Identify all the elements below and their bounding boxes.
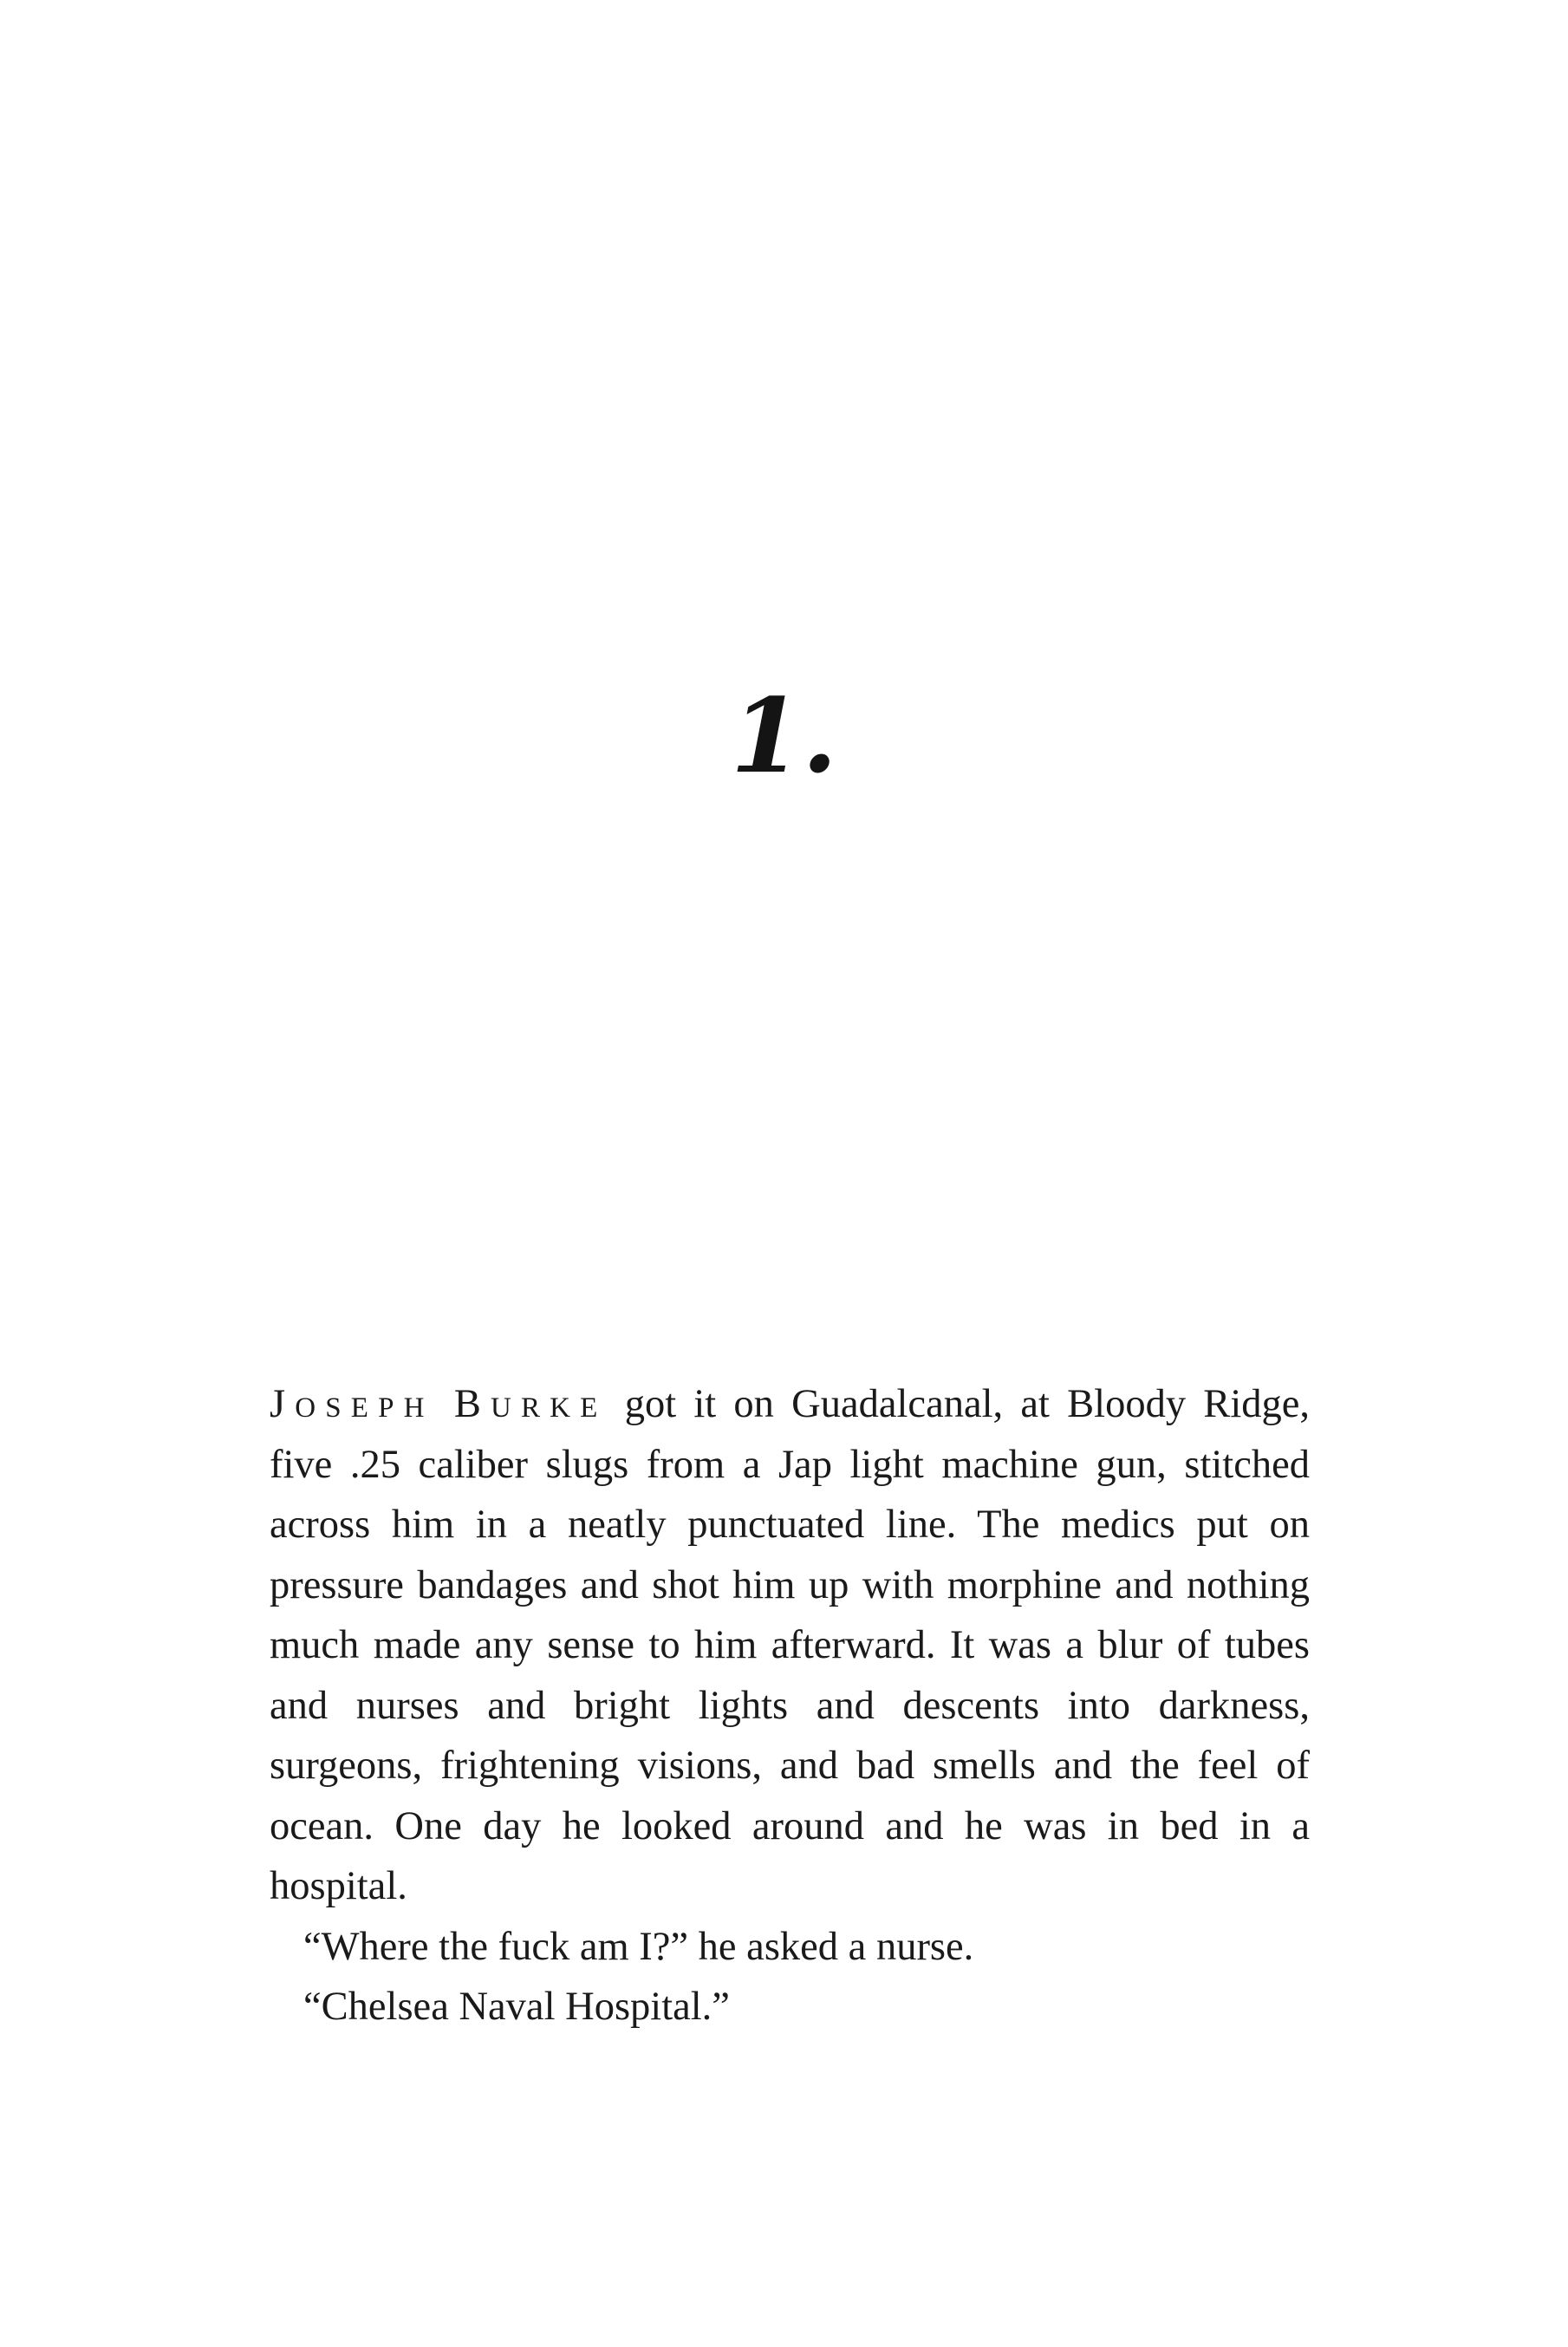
dialogue-line: “Where the fuck am I?” he asked a nurse.: [303, 1924, 974, 1969]
opening-text: got it on Guadalcanal, at Bloody Ridge, five .25 caliber slugs from a Jap light machine gun, stitched across him in a neatly punctuated line. The medics put on pressure bandages and shot him up with morphine and nothing much made any sense to him afterward. It was a blur of tubes and nurses and bright lights and descents into darkness, surgeons, frightening visions, and bad smells and the feel of ocean. One day he looked around and he was in bed in a hospital.: [270, 1382, 1310, 1908]
chapter-body: [270, 1374, 1310, 2037]
opening-paragraph: [270, 1374, 1310, 1917]
chapter-number: 1.: [730, 675, 838, 796]
opening-name-first: Joseph: [270, 1382, 434, 1426]
dialogue-line: “Chelsea Naval Hospital.”: [303, 1985, 730, 2029]
opening-name-last: Burke: [453, 1382, 608, 1426]
